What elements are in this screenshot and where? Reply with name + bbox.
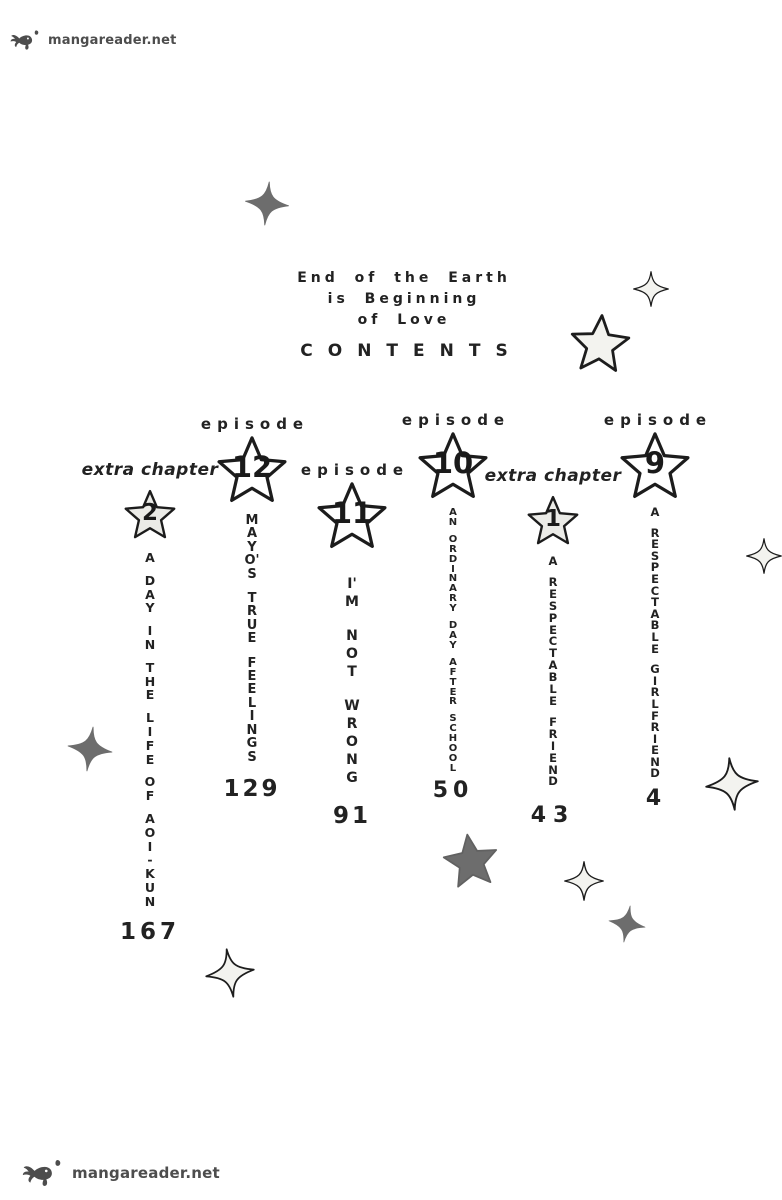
title-letter: A: [449, 629, 457, 641]
title-letter: O: [448, 743, 458, 755]
title-letter: E: [145, 687, 155, 703]
title-letter: A: [650, 505, 660, 519]
title-letter: H: [448, 733, 458, 745]
title-letter: R: [650, 525, 660, 540]
title-letter: A: [650, 606, 660, 621]
title-letter: E: [247, 631, 257, 647]
episode-title-vertical: [650, 507, 660, 780]
title-letter: T: [449, 676, 457, 688]
title-letter: R: [548, 726, 558, 741]
title-letter: N: [346, 628, 358, 644]
sparkle-icon: [242, 179, 292, 229]
title-letter: L: [651, 696, 659, 711]
mangareader-mascot-icon: [10, 28, 44, 52]
title-letter: E: [549, 586, 557, 601]
sparkle-icon: [564, 861, 604, 901]
title-letter: E: [449, 686, 457, 698]
title-letter: O: [346, 734, 358, 750]
title-letter: S: [548, 598, 558, 613]
title-letter: R: [449, 593, 457, 605]
episode-number: 9: [644, 446, 666, 480]
watermark-text: mangareader.net: [72, 1164, 220, 1182]
title-letter: F: [145, 788, 155, 804]
episode-number: 1: [544, 506, 561, 532]
title-letter: P: [650, 560, 660, 575]
title-letter: I: [550, 738, 556, 753]
title-letter: F: [549, 714, 557, 729]
title-letter: I': [347, 576, 357, 592]
title-letter: L: [146, 710, 154, 726]
title-letter: T: [347, 664, 357, 680]
sparkle-icon: [605, 901, 649, 947]
title-letter: E: [651, 537, 659, 552]
title-letter: O: [448, 752, 458, 764]
episode-title-vertical: [244, 514, 259, 764]
episode-number-star-badge: [616, 431, 694, 503]
title-letter: G: [650, 662, 660, 677]
title-letter: -: [147, 852, 153, 868]
title-letter: N: [346, 752, 358, 768]
title-letter: I: [652, 673, 658, 688]
title-letter: E: [549, 750, 557, 765]
chapter-type-label: extra chapter: [81, 460, 219, 480]
watermark-bottom: [22, 1156, 220, 1190]
title-letter: L: [449, 762, 457, 774]
episode-number-star-badge: [313, 481, 391, 553]
title-letter: I: [147, 723, 153, 739]
sparkle-icon: [746, 536, 782, 576]
title-letter: N: [548, 762, 558, 777]
title-letter: Y: [449, 603, 457, 615]
title-letter: N: [650, 754, 660, 769]
episode-number-star-badge: [121, 489, 179, 542]
title-letter: G: [246, 736, 258, 752]
title-letter: R: [650, 720, 660, 735]
title-letter: I: [147, 623, 153, 639]
title-letter: K: [145, 866, 155, 882]
title-letter: A: [449, 507, 457, 518]
title-letter: P: [548, 610, 558, 625]
sparkle-icon: [63, 723, 117, 775]
title-letter: U: [144, 879, 156, 895]
title-letter: O: [346, 646, 358, 662]
title-letter: C: [548, 634, 558, 649]
star-icon: [564, 311, 636, 378]
title-letter: Y: [449, 639, 457, 651]
page-number: 50: [432, 777, 474, 803]
title-letter: H: [144, 673, 156, 689]
title-letter: F: [145, 737, 155, 753]
title-letter: A: [548, 554, 558, 568]
title-letter: A: [449, 583, 457, 595]
title-letter: L: [549, 682, 557, 697]
mangareader-mascot-icon: [22, 1156, 68, 1190]
title-letter: N: [448, 516, 458, 528]
title-letter: Y: [145, 600, 155, 616]
title-letter: E: [651, 641, 659, 656]
page-number: 167: [119, 918, 180, 945]
title-letter: S: [449, 713, 457, 725]
title-letter: Y: [247, 539, 257, 555]
title-letter: A: [246, 526, 258, 542]
title-letter: L: [247, 695, 257, 711]
contents-heading: CONTENTS: [300, 341, 523, 361]
episode-number-star-badge: [524, 495, 582, 548]
toc-column: [197, 415, 310, 802]
toc-column: [600, 411, 713, 812]
title-letter: A: [145, 550, 155, 565]
episode-number: 2: [141, 500, 158, 526]
title-letter: O: [144, 774, 156, 790]
sparkle-icon: [200, 944, 260, 1001]
title-letter: R: [650, 685, 660, 700]
title-letter: M: [245, 513, 259, 528]
chapter-type-label: episode: [300, 461, 410, 479]
title-line-2: is Beginning: [327, 291, 481, 307]
watermark-top: [10, 28, 177, 52]
title-letter: U: [246, 617, 258, 633]
title-letter: O: [448, 533, 458, 545]
title-letter: D: [448, 553, 458, 565]
title-letter: M: [345, 594, 359, 610]
title-letter: B: [548, 670, 558, 685]
title-letter: R: [346, 716, 358, 732]
episode-title-vertical: [548, 556, 558, 788]
title-letter: N: [144, 893, 156, 909]
title-letter: A: [449, 656, 457, 668]
sparkle-icon: [633, 271, 669, 307]
title-letter: G: [346, 770, 358, 786]
toc-column: [484, 466, 622, 829]
title-line-3: of Love: [357, 312, 451, 328]
title-letter: D: [144, 572, 156, 588]
title-letter: C: [449, 723, 457, 735]
title-letter: R: [548, 574, 558, 589]
toc-column: [81, 460, 219, 945]
title-letter: E: [549, 622, 557, 637]
title-letter: I: [147, 838, 153, 854]
title-letter: D: [548, 774, 558, 789]
title-letter: T: [145, 659, 155, 675]
title-letter: R: [449, 543, 457, 555]
title-letter: F: [651, 708, 659, 723]
title-letter: A: [548, 658, 558, 673]
title-letter: R: [449, 696, 457, 708]
toc-column: [297, 461, 410, 829]
title-letter: S: [247, 749, 257, 765]
episode-number-star-badge: [213, 435, 291, 507]
title-letter: S: [247, 566, 257, 582]
title-letter: E: [247, 669, 257, 685]
title-letter: R: [246, 604, 257, 620]
title-letter: F: [247, 655, 257, 671]
title-letter: F: [449, 666, 457, 678]
title-letter: N: [246, 722, 258, 738]
episode-number: 11: [331, 496, 373, 530]
episode-number-star-badge: [414, 431, 492, 503]
title-letter: C: [650, 583, 660, 598]
title-letter: D: [650, 766, 660, 781]
episode-title-vertical: [145, 551, 156, 909]
title-letter: T: [549, 646, 557, 661]
title-letter: W: [344, 698, 360, 714]
chapter-type-label: extra chapter: [484, 466, 622, 486]
title-letter: I: [652, 731, 658, 746]
title-letter: L: [651, 629, 659, 644]
page-number: 91: [332, 803, 371, 829]
star-icon: [437, 828, 504, 894]
title-letter: E: [247, 682, 257, 698]
title-letter: A: [145, 586, 155, 602]
title-letter: I: [249, 709, 255, 725]
title-letter: D: [448, 620, 458, 632]
title-letter: B: [650, 618, 660, 633]
chapter-type-label: episode: [200, 415, 310, 433]
title-letter: A: [145, 810, 155, 826]
title-letter: E: [651, 743, 659, 758]
title-letter: N: [144, 636, 156, 652]
title-line-1: End of the Earth: [297, 270, 511, 286]
title-letter: O': [244, 553, 260, 569]
title-letter: E: [145, 751, 155, 767]
title-letter: E: [549, 693, 557, 708]
episode-title-vertical: [449, 508, 458, 774]
title-letter: S: [650, 548, 660, 563]
page-number: 129: [223, 775, 281, 802]
page-number: 43: [530, 803, 576, 829]
title-letter: E: [651, 571, 659, 586]
chapter-type-label: episode: [401, 411, 511, 429]
title-letter: T: [247, 591, 257, 607]
title-letter: I: [451, 563, 455, 575]
sparkle-icon: [701, 754, 762, 814]
title-letter: N: [448, 573, 458, 585]
watermark-text: mangareader.net: [48, 32, 177, 48]
title-letter: T: [651, 595, 659, 610]
chapter-type-label: episode: [603, 411, 713, 429]
episode-number: 10: [432, 446, 474, 480]
episode-title-vertical: [344, 575, 359, 787]
page-number: 4: [645, 786, 665, 812]
episode-number: 12: [231, 450, 273, 484]
title-letter: O: [144, 824, 156, 840]
